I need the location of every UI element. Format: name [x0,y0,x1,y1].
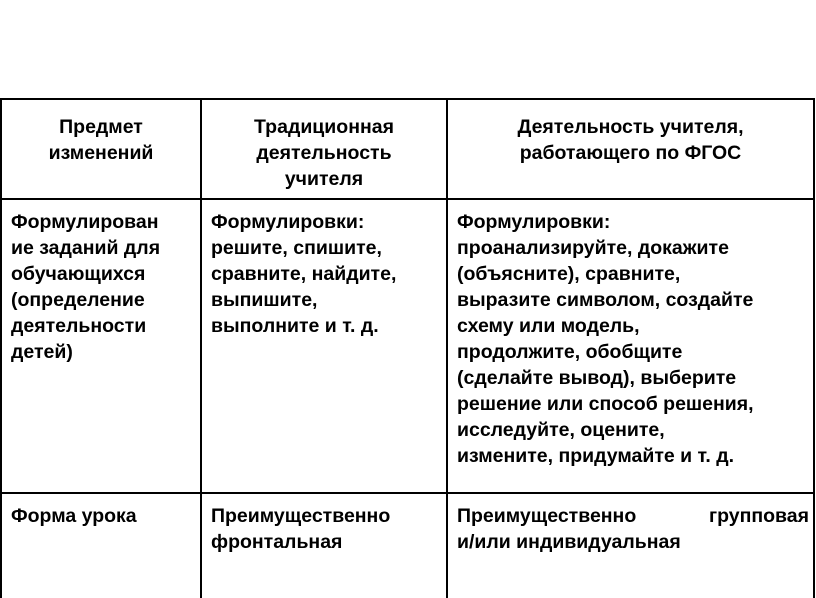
header-line: Традиционная [254,116,394,138]
table-cell [447,199,814,493]
cell-line: проанализируйте, докажите [457,237,729,259]
cell-line: сравните, найдите, [211,263,397,285]
cell-line: фронтальная [211,531,343,553]
cell-line: измените, придумайте и т. д. [457,445,735,467]
cell-line: решите, спишите, [211,237,382,259]
cell-line: (сделайте вывод), выберите [457,367,737,389]
header-fgos-activity [447,99,814,199]
table-cell [1,199,201,493]
cell-line: детей) [11,341,73,363]
header-line: деятельность [256,142,392,164]
header-line: Деятельность учителя, [517,116,744,138]
comparison-table [0,98,815,598]
cell-line: и/или индивидуальная [457,531,681,553]
cell-line: обучающихся [11,263,146,285]
cell-line: продолжите, обобщите [457,341,683,363]
table-cell [201,493,447,598]
cell-line: выразите символом, создайте [457,289,754,311]
table-cell [1,493,201,598]
cell-line: Формулировки: [211,211,365,233]
table-row [1,493,814,598]
cell-line: Преимущественно [211,505,391,527]
header-line: учителя [284,168,364,190]
header-line: работающего по ФГОС [519,142,742,164]
header-line: Предмет [59,116,143,138]
cell-line: Формулировки: [457,211,611,233]
cell-line: Преимущественно групповая [457,505,809,527]
cell-line: решение или способ решения, [457,393,754,415]
header-line: изменений [48,142,154,164]
cell-line: (определение [11,289,145,311]
table-row [1,199,814,493]
table-header-row [1,99,814,199]
cell-line: выпишите, [211,289,318,311]
cell-line: выполните и т. д. [211,315,379,337]
table-cell [201,199,447,493]
cell-line: Формулирован [11,211,159,233]
header-traditional-activity [201,99,447,199]
cell-line: исследуйте, оцените, [457,419,665,441]
cell-line: (объясните), сравните, [457,263,681,285]
cell-line: ие заданий для [11,237,161,259]
header-subject-of-change [1,99,201,199]
cell-line: деятельности [11,315,147,337]
cell-line: схему или модель, [457,315,640,337]
table-cell [447,493,814,598]
cell-line: Форма урока [11,505,137,527]
